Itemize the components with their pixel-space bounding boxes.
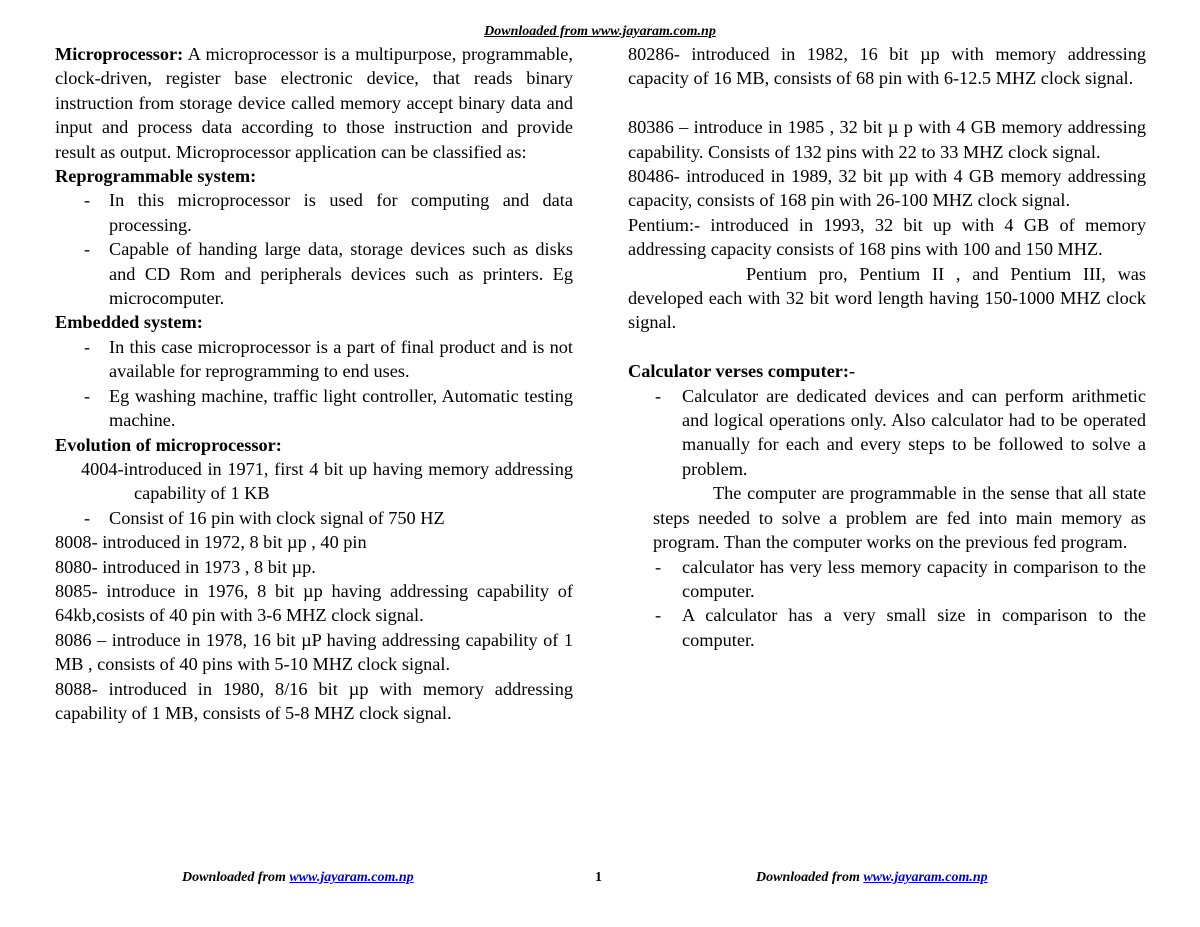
- embedded-list: [55, 335, 573, 433]
- list-item: - Eg washing machine, traffic light controller, Automatic testing machine.: [55, 384, 573, 433]
- p8085-paragraph: 8085- introduce in 1976, 8 bit µp having addressing capability of 64kb,cosists of 40 pin with 3-6 MHZ clock signal.: [55, 580, 573, 626]
- pentium-pro-paragraph: Pentium pro, Pentium II , and Pentium III, was developed each with 32 bit word length having 150-1000 MHZ clock signal.: [628, 263, 1146, 333]
- reprogrammable-list: [55, 188, 573, 310]
- calculator-list: [628, 384, 1146, 482]
- intro-text: A microprocessor is a multipurpose, programmable, clock-driven, register base electronic device, that reads binary instruction from storage device called memory accept binary data and input and process data according to those instruction and provide result as output. Microprocessor application can be classified as:: [55, 44, 573, 162]
- intro-paragraph: [55, 42, 573, 164]
- pentium-paragraph: Pentium:- introduced in 1993, 32 bit up with 4 GB of memory addressing capacity consists of 168 pins with 100 and 150 MHZ.: [628, 214, 1146, 260]
- p8086-paragraph: 8086 – introduce in 1978, 16 bit µP having addressing capability of 1 MB , consists of 40 pins with 5-10 MHZ clock signal.: [55, 629, 573, 675]
- footer-right: [756, 870, 988, 886]
- p80286-paragraph: 80286- introduced in 1982, 16 bit µp with memory addressing capacity of 16 MB, consists of 68 pin with 6-12.5 MHZ clock signal.: [628, 44, 1146, 89]
- footer-prefix: Downloaded from: [182, 870, 290, 885]
- spacer: [628, 91, 1146, 115]
- page-number: 1: [595, 870, 602, 885]
- footer-link[interactable]: www.jayaram.com.np: [289, 870, 414, 885]
- p80486-paragraph: 80486- introduced in 1989, 32 bit µp with 4 GB memory addressing capacity, consists of 168 pin with 26-100 MHZ clock signal.: [628, 166, 1146, 211]
- list-item: - calculator has very less memory capacity in comparison to the computer.: [628, 555, 1146, 604]
- spacer: [628, 335, 1146, 359]
- page-header: Downloaded from www.jayaram.com.np: [484, 24, 716, 39]
- p8080-paragraph: 8080- introduced in 1973 , 8 bit µp.: [55, 556, 316, 577]
- computer-paragraph: The computer are programmable in the sense that all state steps needed to solve a problem are fed into main memory as program. Than the computer works on the previous fed program.: [653, 483, 1146, 553]
- evolution-heading: Evolution of microprocessor:: [55, 434, 282, 455]
- p4004-paragraph: 4004-introduced in 1971, first 4 bit up having memory addressing capability of 1 KB: [81, 458, 573, 504]
- p4004-list: [55, 506, 573, 530]
- embedded-heading: Embedded system:: [55, 312, 203, 333]
- footer-left: [182, 870, 414, 886]
- p80386-paragraph: 80386 – introduce in 1985 , 32 bit µ p with 4 GB memory addressing capability. Consists of 132 pins with 22 to 33 MHZ clock signal.: [628, 117, 1146, 162]
- calculator-list-2: [628, 555, 1146, 653]
- right-column: [628, 42, 1146, 652]
- calculator-heading: Calculator verses computer:-: [628, 361, 856, 382]
- list-item: - A calculator has a very small size in comparison to the computer.: [628, 603, 1146, 652]
- list-item: - Consist of 16 pin with clock signal of 750 HZ: [55, 506, 573, 530]
- footer-prefix: Downloaded from: [756, 870, 864, 885]
- list-item: - In this microprocessor is used for computing and data processing.: [55, 188, 573, 237]
- list-item: - Calculator are dedicated devices and can perform arithmetic and logical operations only. Also calculator had to be operated manually for each and every steps to be followed to solve a problem.: [628, 384, 1146, 482]
- footer-link[interactable]: www.jayaram.com.np: [863, 870, 988, 885]
- reprogrammable-heading: Reprogrammable system:: [55, 166, 257, 187]
- left-column: [55, 42, 573, 725]
- intro-title: Microprocessor:: [55, 44, 184, 64]
- list-item: - Capable of handing large data, storage devices such as disks and CD Rom and peripherals devices such as printers. Eg microcomputer.: [55, 237, 573, 310]
- list-item: - In this case microprocessor is a part of final product and is not available for reprogramming to end uses.: [55, 335, 573, 384]
- p8088-paragraph: 8088- introduced in 1980, 8/16 bit µp with memory addressing capability of 1 MB, consists of 5-8 MHZ clock signal.: [55, 678, 573, 723]
- p8008-paragraph: 8008- introduced in 1972, 8 bit µp , 40 pin: [55, 532, 367, 553]
